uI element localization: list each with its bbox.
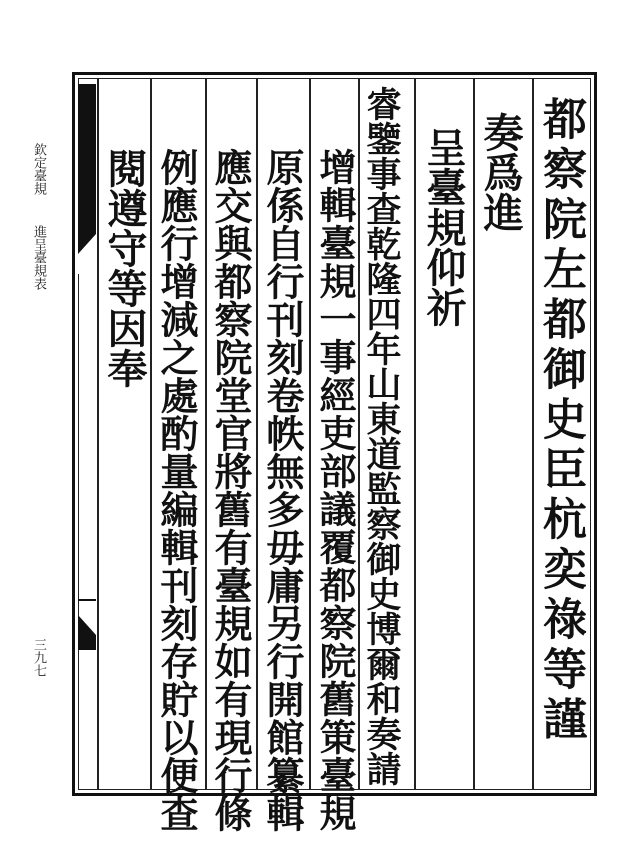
- text-column-9: 閱遵守等因奉: [101, 148, 148, 388]
- text-column-4: 睿鑒事查乾隆四年山東道監察御史博爾和奏請: [361, 86, 402, 786]
- column-rule: [205, 79, 207, 789]
- column-rule: [473, 79, 475, 789]
- text-column-1: 都察院左都御史臣杭奕祿等謹: [535, 96, 586, 746]
- text-column-6: 原係自行刊刻卷帙無多毋庸另行開館纂輯: [260, 148, 305, 832]
- text-column-8: 例應行增減之處酌量編輯刊刻存貯以便查: [154, 148, 199, 832]
- running-chapter: 進呈臺規表: [31, 225, 46, 290]
- fishtail-marker: [78, 84, 96, 274]
- column-rule: [358, 79, 360, 789]
- text-column-2: 奏爲進: [477, 112, 524, 232]
- running-title: 欽定臺規: [31, 143, 46, 195]
- column-rule: [256, 79, 258, 789]
- column-rule: [532, 79, 534, 789]
- column-rule: [309, 79, 311, 789]
- text-column-5: 增輯臺規一事經吏部議覆都察院舊䇿臺規: [313, 148, 357, 832]
- column-rule: [97, 79, 99, 789]
- text-column-3: 呈臺規仰祈: [420, 127, 467, 327]
- page-number: 三九七: [31, 638, 46, 677]
- column-rule: [414, 79, 416, 789]
- fishtail-marker-bottom: [78, 590, 96, 650]
- text-column-7: 應交與都察院堂官將舊有臺規如有現行條: [208, 148, 253, 832]
- column-rule: [150, 79, 152, 789]
